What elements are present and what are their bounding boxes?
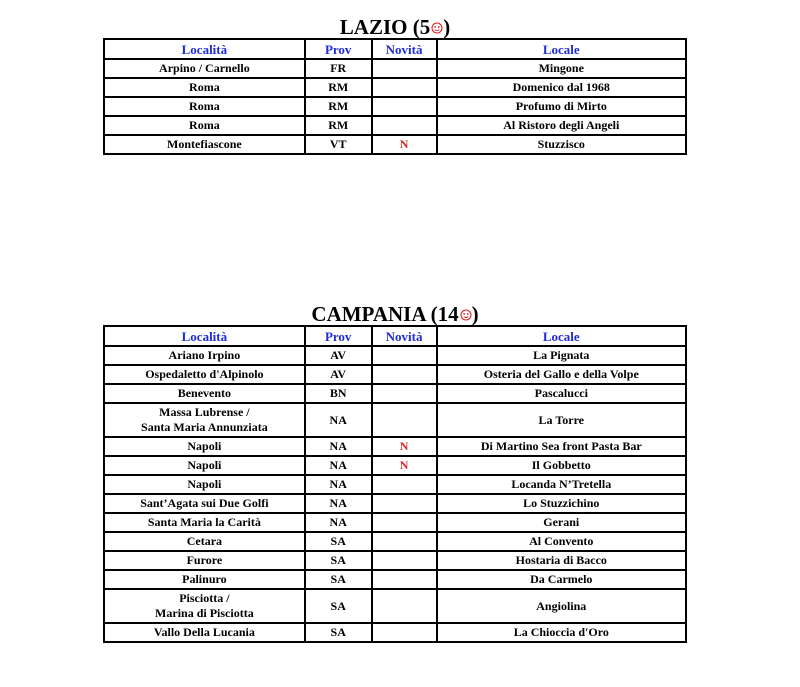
cell-prov: SA (305, 532, 372, 551)
cell-novita (372, 78, 437, 97)
cell-novita (372, 346, 437, 365)
table-row (104, 97, 686, 116)
cell-localita-line2: Santa Maria Annunziata (141, 420, 268, 434)
cell-localita (104, 403, 305, 437)
cell-prov: NA (305, 456, 372, 475)
cell-localita: Napoli (104, 456, 305, 475)
cell-localita: Cetara (104, 532, 305, 551)
cell-locale: Hostaria di Bacco (437, 551, 686, 570)
cell-prov: NA (305, 513, 372, 532)
cell-locale: Angiolina (437, 589, 686, 623)
cell-locale: Locanda N’Tretella (437, 475, 686, 494)
table-row (104, 589, 686, 623)
table-row (104, 365, 686, 384)
table-row (104, 59, 686, 78)
cell-localita: Roma (104, 116, 305, 135)
campania-section (103, 303, 687, 643)
cell-prov: NA (305, 494, 372, 513)
cell-prov: RM (305, 97, 372, 116)
table-row (104, 570, 686, 589)
campania-title: CAMPANIA (14 ) (311, 302, 479, 326)
cell-localita-line1: Massa Lubrense / (159, 405, 250, 419)
cell-localita: Benevento (104, 384, 305, 403)
table-row (104, 437, 686, 456)
cell-locale: Gerani (437, 513, 686, 532)
cell-localita: Sant’Agata sui Due Golfi (104, 494, 305, 513)
campania-title-name: CAMPANIA (311, 302, 426, 326)
cell-locale: Profumo di Mirto (437, 97, 686, 116)
cell-prov: VT (305, 135, 372, 154)
header-novita: Novità (372, 39, 437, 59)
cell-localita: Montefiascone (104, 135, 305, 154)
table-row (104, 384, 686, 403)
lazio-section (103, 16, 687, 155)
cell-localita-line2: Marina di Pisciotta (155, 606, 254, 620)
cell-locale: Stuzzisco (437, 135, 686, 154)
cell-prov: AV (305, 346, 372, 365)
cell-locale: Al Ristoro degli Angeli (437, 116, 686, 135)
cell-novita (372, 551, 437, 570)
table-row (104, 135, 686, 154)
table-row (104, 513, 686, 532)
cell-novita (372, 570, 437, 589)
cell-localita: Roma (104, 97, 305, 116)
cell-prov: FR (305, 59, 372, 78)
cell-novita (372, 403, 437, 437)
cell-localita: Furore (104, 551, 305, 570)
cell-localita: Ospedaletto d'Alpinolo (104, 365, 305, 384)
cell-prov: SA (305, 589, 372, 623)
cell-prov: NA (305, 475, 372, 494)
michelin-bib-icon (431, 22, 443, 34)
cell-prov: SA (305, 551, 372, 570)
cell-novita (372, 494, 437, 513)
table-row (104, 116, 686, 135)
cell-novita (372, 513, 437, 532)
lazio-title-name: LAZIO (339, 15, 408, 39)
cell-locale: Il Gobbetto (437, 456, 686, 475)
cell-locale: Pascalucci (437, 384, 686, 403)
cell-locale: Mingone (437, 59, 686, 78)
cell-locale: Al Convento (437, 532, 686, 551)
cell-prov: SA (305, 623, 372, 642)
cell-novita (372, 59, 437, 78)
header-localita: Località (104, 39, 305, 59)
header-locale: Locale (437, 39, 686, 59)
cell-novita (372, 97, 437, 116)
cell-localita: Arpino / Carnello (104, 59, 305, 78)
campania-header-row (104, 326, 686, 346)
cell-localita (104, 589, 305, 623)
cell-locale: La Pignata (437, 346, 686, 365)
cell-prov: BN (305, 384, 372, 403)
cell-localita: Napoli (104, 437, 305, 456)
cell-novita: N (372, 456, 437, 475)
cell-localita-line1: Pisciotta / (179, 591, 230, 605)
table-row (104, 532, 686, 551)
cell-novita (372, 116, 437, 135)
cell-locale: Da Carmelo (437, 570, 686, 589)
campania-title-count: 14 (437, 302, 459, 326)
cell-locale: Osteria del Gallo e della Volpe (437, 365, 686, 384)
cell-novita (372, 384, 437, 403)
header-novita: Novità (372, 326, 437, 346)
lazio-title: LAZIO (5 ) (339, 15, 451, 39)
cell-novita (372, 623, 437, 642)
header-localita: Località (104, 326, 305, 346)
cell-prov: SA (305, 570, 372, 589)
table-row (104, 346, 686, 365)
cell-locale: La Torre (437, 403, 686, 437)
lazio-table (103, 38, 687, 155)
cell-localita: Ariano Irpino (104, 346, 305, 365)
cell-locale: Domenico dal 1968 (437, 78, 686, 97)
cell-prov: NA (305, 403, 372, 437)
cell-novita (372, 589, 437, 623)
table-row (104, 456, 686, 475)
table-row (104, 78, 686, 97)
table-row (104, 551, 686, 570)
cell-prov: AV (305, 365, 372, 384)
cell-novita (372, 532, 437, 551)
lazio-title-count: 5 (419, 15, 431, 39)
header-prov: Prov (305, 326, 372, 346)
cell-localita: Palinuro (104, 570, 305, 589)
michelin-bib-icon (460, 309, 472, 321)
cell-prov: RM (305, 116, 372, 135)
cell-prov: RM (305, 78, 372, 97)
table-row (104, 475, 686, 494)
cell-locale: La Chioccia d'Oro (437, 623, 686, 642)
cell-localita: Vallo Della Lucania (104, 623, 305, 642)
header-prov: Prov (305, 39, 372, 59)
table-row (104, 623, 686, 642)
cell-novita (372, 365, 437, 384)
cell-localita: Santa Maria la Carità (104, 513, 305, 532)
cell-novita (372, 475, 437, 494)
cell-localita: Napoli (104, 475, 305, 494)
cell-localita: Roma (104, 78, 305, 97)
cell-prov: NA (305, 437, 372, 456)
cell-novita: N (372, 135, 437, 154)
lazio-header-row (104, 39, 686, 59)
cell-locale: Lo Stuzzichino (437, 494, 686, 513)
cell-locale: Di Martino Sea front Pasta Bar (437, 437, 686, 456)
campania-table (103, 325, 687, 643)
cell-novita: N (372, 437, 437, 456)
table-row (104, 403, 686, 437)
table-row (104, 494, 686, 513)
header-locale: Locale (437, 326, 686, 346)
